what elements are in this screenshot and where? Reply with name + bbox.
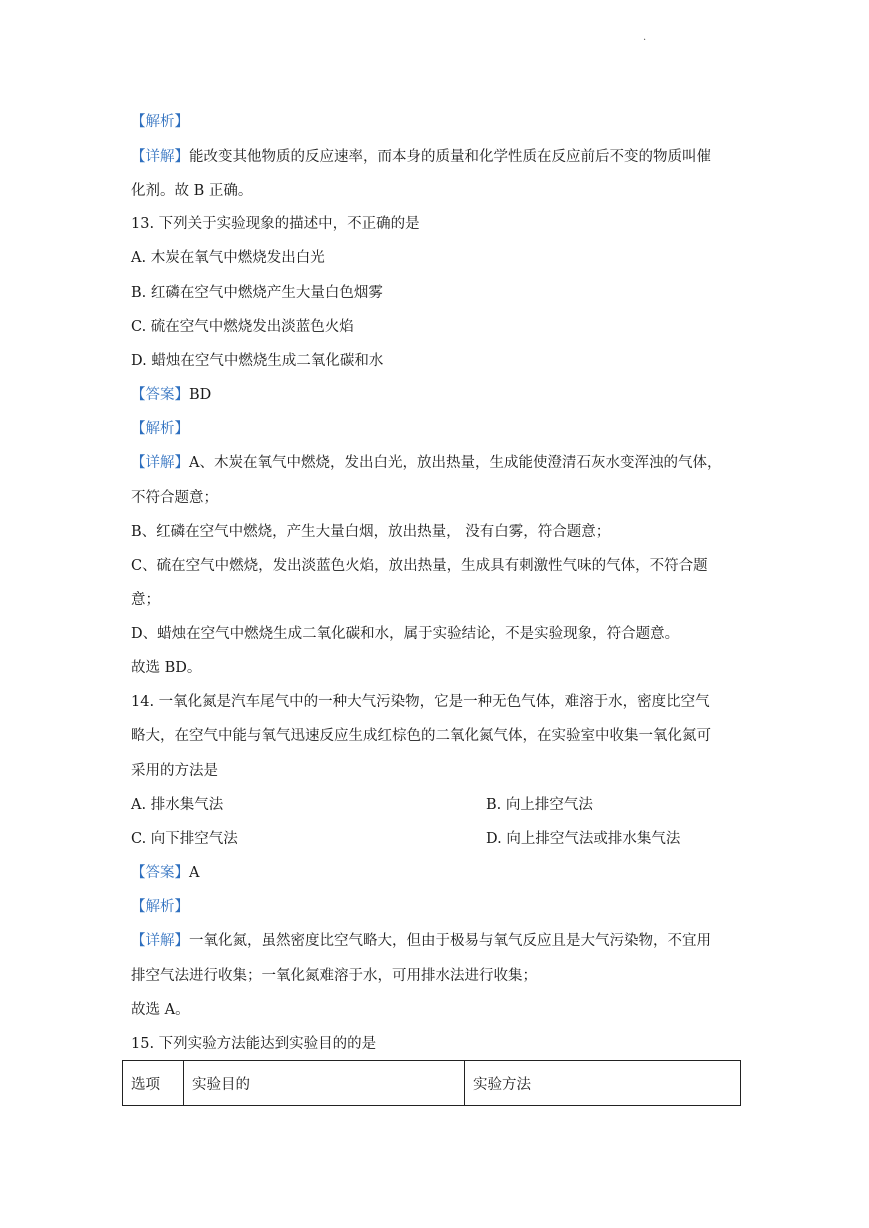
option-a: A. 木炭在氧气中燃烧发出白光 (131, 250, 325, 266)
detail-text: A、木炭在氧气中燃烧，发出白光，放出热量，生成能使澄清石灰水变浑浊的气体， (189, 455, 722, 471)
option-b: B. 向上排空气法 (486, 797, 593, 813)
question-14-stem: 略大，在空气中能与氧气迅速反应生成红棕色的二氧化氮气体，在实验室中收集一氧化氮可 (131, 728, 711, 744)
answer-tag: 【答案】 (131, 865, 189, 881)
detail-line: 不符合题意； (131, 490, 218, 506)
detail-line: B、红磷在空气中燃烧，产生大量白烟，放出热量， 没有白雾，符合题意； (131, 524, 611, 540)
detail-line (131, 453, 721, 473)
detail-tag: 【详解】 (131, 455, 189, 471)
option-d: D. 蜡烛在空气中燃烧生成二氧化碳和水 (131, 353, 384, 369)
option-d: D. 向上排空气法或排水集气法 (486, 831, 681, 847)
table-header-purpose: 实验目的 (184, 1061, 465, 1106)
table-header-option: 选项 (123, 1061, 184, 1106)
analysis-tag: 【解析】 (131, 421, 189, 437)
analysis-tag: 【解析】 (131, 114, 189, 130)
detail-text: 能改变其他物质的反应速率，而本身的质量和化学性质在反应前后不变的物质叫催 (189, 149, 711, 165)
detail-text: 一氧化氮，虽然密度比空气略大，但由于极易与氧气反应且是大气污染物，不宜用 (189, 933, 711, 949)
answer-value: A (189, 865, 200, 881)
header-mark: . (643, 32, 647, 43)
conclusion-line: 故选 BD。 (131, 660, 202, 676)
detail-line: C、硫在空气中燃烧，发出淡蓝色火焰，放出热量，生成具有刺激性气味的气体，不符合题 (131, 558, 708, 574)
option-b: B. 红磷在空气中燃烧产生大量白色烟雾 (131, 285, 383, 301)
detail-line: 意； (131, 592, 160, 608)
detail-line: 排空气法进行收集；一氧化氮难溶于水，可用排水法进行收集； (131, 968, 537, 984)
answer-tag: 【答案】 (131, 387, 189, 403)
question-14-stem: 采用的方法是 (131, 763, 218, 779)
answer-line (131, 863, 199, 883)
question-13-stem: 13. 下列关于实验现象的描述中，不正确的是 (131, 216, 420, 232)
analysis-tag: 【解析】 (131, 899, 189, 915)
detail-line: 化剂。故 B 正确。 (131, 183, 253, 199)
table-header-row (123, 1061, 741, 1106)
answer-value: BD (189, 387, 212, 403)
option-c: C. 向下排空气法 (131, 831, 238, 847)
conclusion-line: 故选 A。 (131, 1002, 190, 1018)
option-a: A. 排水集气法 (131, 797, 224, 813)
detail-tag: 【详解】 (131, 933, 189, 949)
detail-line (131, 931, 711, 951)
option-c: C. 硫在空气中燃烧发出淡蓝色火焰 (131, 319, 354, 335)
detail-line: D、蜡烛在空气中燃烧生成二氧化碳和水，属于实验结论，不是实验现象，符合题意。 (131, 626, 680, 642)
question-15-stem: 15. 下列实验方法能达到实验目的的是 (131, 1036, 377, 1052)
detail-line (131, 147, 711, 167)
question-14-stem: 14. 一氧化氮是汽车尾气中的一种大气污染物，它是一种无色气体，难溶于水，密度比空气 (131, 694, 710, 710)
table-header-method: 实验方法 (465, 1061, 741, 1106)
experiment-table (122, 1060, 741, 1106)
answer-line (131, 385, 211, 405)
detail-tag: 【详解】 (131, 149, 189, 165)
